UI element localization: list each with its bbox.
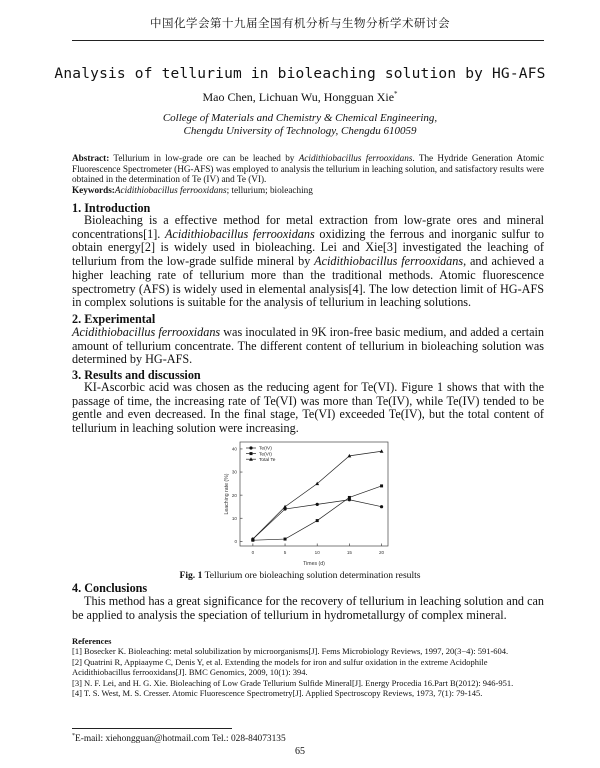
legend-label: Te(IV) [259, 446, 272, 452]
y-tick-label: 20 [231, 492, 237, 498]
results-paragraph: KI-Ascorbic acid was chosen as the reducing agent for Te(VI). Figure 1 shows that with the passage of time, the increasing rate of Te(VI) was more than Te(IV), while Te(IV) tended to be gentle and even decreased. In the final stage, Te(VI) exceeded Te(IV), but the total content of tellurium in leaching solution were increasing. [72, 380, 544, 436]
abstract-organism: Acidithiobacillus ferrooxidans [298, 153, 413, 163]
page-number: 65 [295, 746, 305, 757]
experimental-text: was inoculated in 9K iron-free basic medium, and added a certain amount of tellurium concentrate. The different content of tellurium in bioleaching solution was determined by HG-AFS. [72, 325, 544, 367]
intro-organism-1: Acidithiobacillus ferrooxidans [164, 226, 315, 241]
data-point [316, 503, 319, 506]
footnote-contact: E-mail: xiehongguan@hotmail.com Tel.: 028-84073135 [75, 734, 286, 745]
y-axis-label: Leaching rate (%) [224, 473, 230, 515]
data-point [380, 484, 383, 487]
footnote [72, 733, 286, 744]
intro-text-c: , and achieved a higher leaching rate of tellurium more than the traditional methods. Atomic fluorescence spectrometry (AFS) is widely used in elemental analysis[4]. The low detection limit of HG-AFS in complex solutions is suitable for the analysis of tellurium in leaching solutions. [72, 254, 544, 310]
keywords-rest: ; tellurium; bioleaching [226, 185, 313, 195]
intro-organism-2: Acidithiobacillus ferrooxidans [314, 254, 464, 269]
x-axis-label: Times (d) [303, 561, 325, 567]
footnote-mark: * [72, 733, 75, 739]
section-heading-conclusions: 4. Conclusions [72, 581, 148, 595]
abstract-text-b: . The Hydride Generation Atomic Fluorescence Spectrometer (HG-AFS) was employed to analysis the tellurium in leaching solution, and satisfactory results were obtained in the determination of Te (IV) and Te (VI). [72, 153, 545, 185]
figure-1-chart [210, 436, 400, 568]
y-tick-label: 40 [231, 446, 237, 452]
reference-item: [1] Bosecker K. Bioleaching: metal solubilization by microorganisms[J]. Fems Microbiology Reviews, 1997, 20(3−4): 591-604. [72, 646, 509, 657]
references-heading: References [72, 636, 112, 646]
figure-1-label: Fig. 1 [179, 570, 203, 581]
abstract-label: Abstract: [72, 153, 110, 163]
x-tick-label: 15 [346, 550, 352, 555]
introduction-paragraph [72, 214, 544, 310]
affiliation-line-2: Chengdu University of Technology, Chengdu 610059 [183, 125, 417, 137]
abstract-text-a: Tellurium in low-grade ore can be leached by [109, 153, 299, 163]
legend-label: Te(VI) [259, 452, 272, 458]
conclusions-paragraph: This method has a great significance for the recovery of tellurium in leaching solution and can be applied to analysis the speciation of tellurium in hydrometallurgy of complex mineral. [72, 594, 544, 622]
figure-1-caption [0, 570, 600, 581]
conference-header: 中国化学会第十九届全国有机分析与生物分析学术研讨会 [150, 16, 450, 30]
y-tick-label: 0 [234, 538, 237, 544]
reference-item: [3] N. F. Lei, and H. G. Xie. Bioleaching of Low Grade Tellurium Sulfide Mineral[J]. Energy Procedia 16.Part B(2012): 946-951. [72, 677, 514, 688]
x-tick-label: 0 [251, 550, 255, 555]
legend-label: Total Te [259, 457, 276, 463]
data-point [380, 449, 384, 453]
section-heading-experimental: 2. Experimental [72, 312, 156, 326]
section-heading-results: 3. Results and discussion [72, 368, 201, 382]
experimental-organism: Acidithiobacillus ferrooxidans [72, 325, 221, 339]
y-tick-label: 30 [231, 469, 237, 475]
series-line [253, 451, 382, 539]
experimental-paragraph [72, 326, 544, 367]
author-names: Mao Chen, Lichuan Wu, Hongguan Xie [202, 90, 395, 104]
data-point [380, 505, 383, 508]
references [72, 636, 544, 698]
header-rule [72, 40, 544, 41]
x-tick-label: 10 [314, 550, 320, 555]
section-heading-introduction: 1. Introduction [72, 201, 151, 215]
y-tick-label: 10 [231, 515, 237, 521]
author-footnote-mark: * [394, 90, 398, 98]
figure-1-caption-text: Tellurium ore bioleaching solution determination results [202, 570, 421, 581]
intro-text-a: Bioleaching is a effective method for metal extraction from low-grate ores and mineral concentrations[1]. [72, 213, 544, 241]
x-tick-label: 5 [283, 550, 287, 555]
data-point [283, 505, 287, 509]
keywords-label: Keywords: [72, 185, 115, 195]
reference-item: [2] Quatrini R, Appiaayme C, Denis Y, et al. Extending the models for iron and sulfur oxidation in the extreme Acidophile Acidithiobacillus ferrooxidans[J]. BMC Genomics, 2009, 10(1): 394. [72, 656, 488, 678]
paper-affiliation [0, 112, 600, 138]
x-tick-label: 20 [379, 550, 385, 555]
footnote-rule [72, 728, 232, 729]
paper-title: Analysis of tellurium in bioleaching solution by HG-AFS [54, 66, 546, 82]
data-point [316, 519, 319, 522]
paper-authors [0, 90, 600, 105]
data-point [348, 496, 351, 499]
keywords [72, 185, 544, 195]
series-line [253, 486, 382, 540]
data-point [284, 538, 287, 541]
legend-marker [249, 446, 252, 449]
reference-item: [4] T. S. West, M. S. Cresser. Atomic Fluorescence Spectrometry[J]. Applied Spectroscopy Reviews, 1973, 7(1): 79-145. [72, 688, 483, 699]
intro-text-b: oxidizing the ferrous and inorganic sulfur to obtain energy[2] is widely used in bioleaching. Lei and Xie[3] investigated the leaching of tellurium from the low-grade sulfide mineral by [72, 226, 544, 269]
legend-marker [250, 452, 253, 455]
affiliation-line-1: College of Materials and Chemistry & Chemical Engineering, [162, 112, 438, 124]
abstract [72, 153, 544, 185]
keywords-organism: Acidithiobacillus ferrooxidans [114, 185, 227, 195]
